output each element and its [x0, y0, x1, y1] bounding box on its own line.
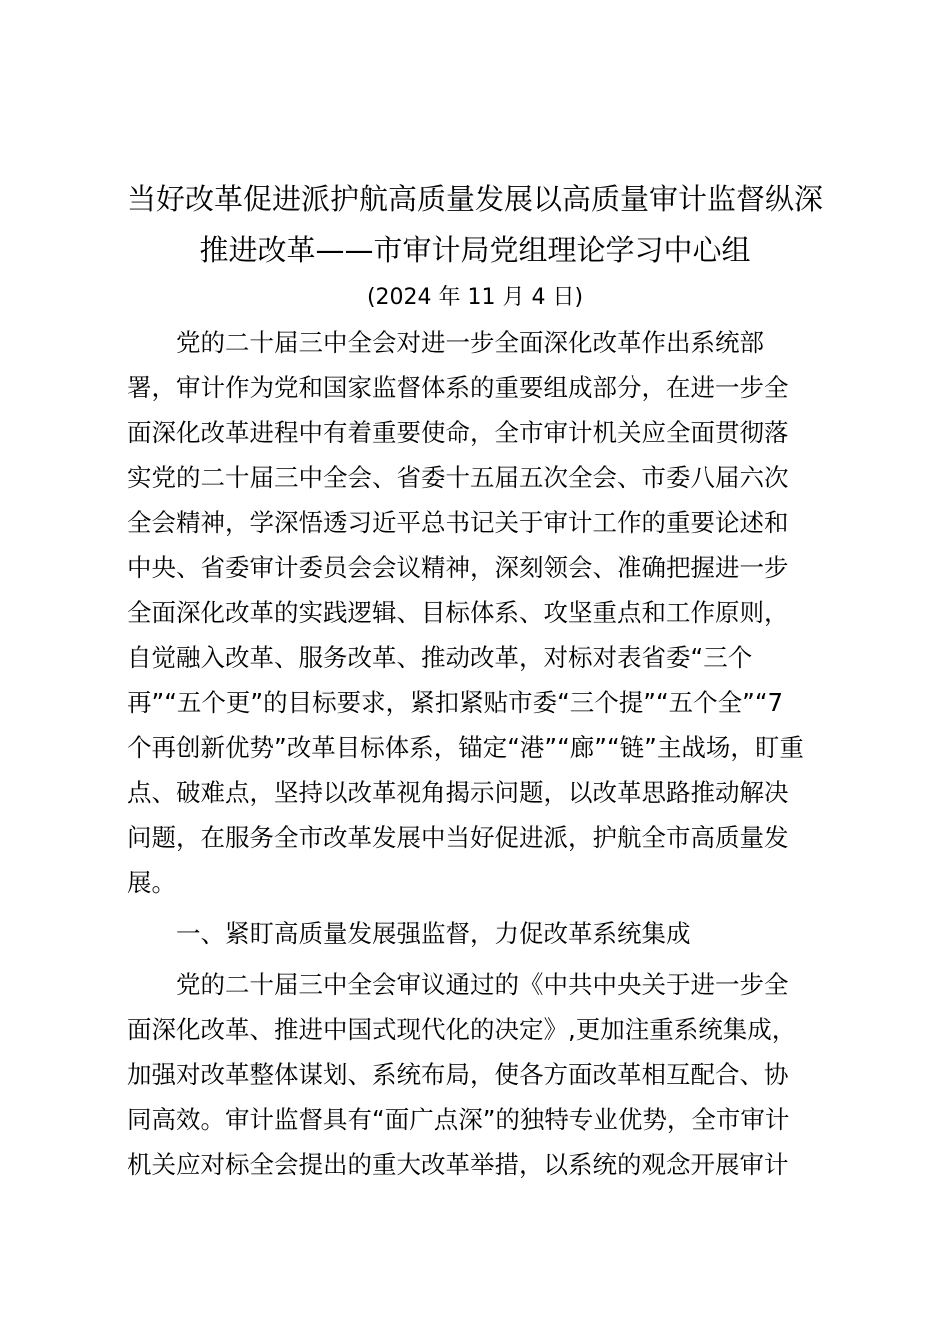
text-line: 中央、省委审计委员会会议精神，深刻领会、准确把握进一步	[127, 553, 789, 582]
text-line: 署，审计作为党和国家监督体系的重要组成部分，在进一步全	[127, 373, 789, 402]
text-line: 个再创新优势”改革目标体系，锚定“港”“廊”“链”主战场，盯重	[127, 733, 804, 762]
section-heading: 一、紧盯高质量发展强监督，力促改革系统集成	[127, 919, 691, 948]
text-line: 全面深化改革的实践逻辑、目标体系、攻坚重点和工作原则，	[127, 598, 789, 627]
text-line: 同高效。审计监督具有“面广点深”的独特专业优势，全市审计	[127, 1105, 790, 1134]
text-line: 面深化改革、推进中国式现代化的决定》,更加注重系统集成，	[127, 1015, 797, 1044]
text-line: 展。	[127, 868, 176, 897]
document-title-line-2: 推进改革——市审计局党组理论学习中心组	[199, 233, 751, 267]
text-line: 实党的二十届三中全会、省委十五届五次全会、市委八届六次	[127, 463, 789, 492]
text-line: 全会精神，学深悟透习近平总书记关于审计工作的重要论述和	[127, 508, 789, 537]
text-line: 机关应对标全会提出的重大改革举措，以系统的观念开展审计	[127, 1150, 789, 1179]
text-line: 自觉融入改革、服务改革、推动改革，对标对表省委“三个	[127, 643, 753, 672]
document-title-line-1: 当好改革促进派护航高质量发展以高质量审计监督纵深	[126, 182, 823, 216]
text-line: 党的二十届三中全会对进一步全面深化改革作出系统部	[127, 328, 764, 357]
document-date: (2024 年 11 月 4 日)	[366, 285, 584, 310]
text-line: 面深化改革进程中有着重要使命，全市审计机关应全面贯彻落	[127, 418, 789, 447]
text-line: 党的二十届三中全会审议通过的《中共中央关于进一步全	[127, 970, 789, 999]
text-line: 点、破难点，坚持以改革视角揭示问题，以改革思路推动解决	[127, 778, 789, 807]
document-body	[127, 320, 833, 1187]
text-line: 加强对改革整体谋划、系统布局，使各方面改革相互配合、协	[127, 1060, 789, 1089]
text-line: 问题，在服务全市改革发展中当好促进派，护航全市高质量发	[127, 823, 789, 852]
text-line: 再”“五个更”的目标要求，紧扣紧贴市委“三个提”“五个全”“7	[127, 688, 784, 717]
